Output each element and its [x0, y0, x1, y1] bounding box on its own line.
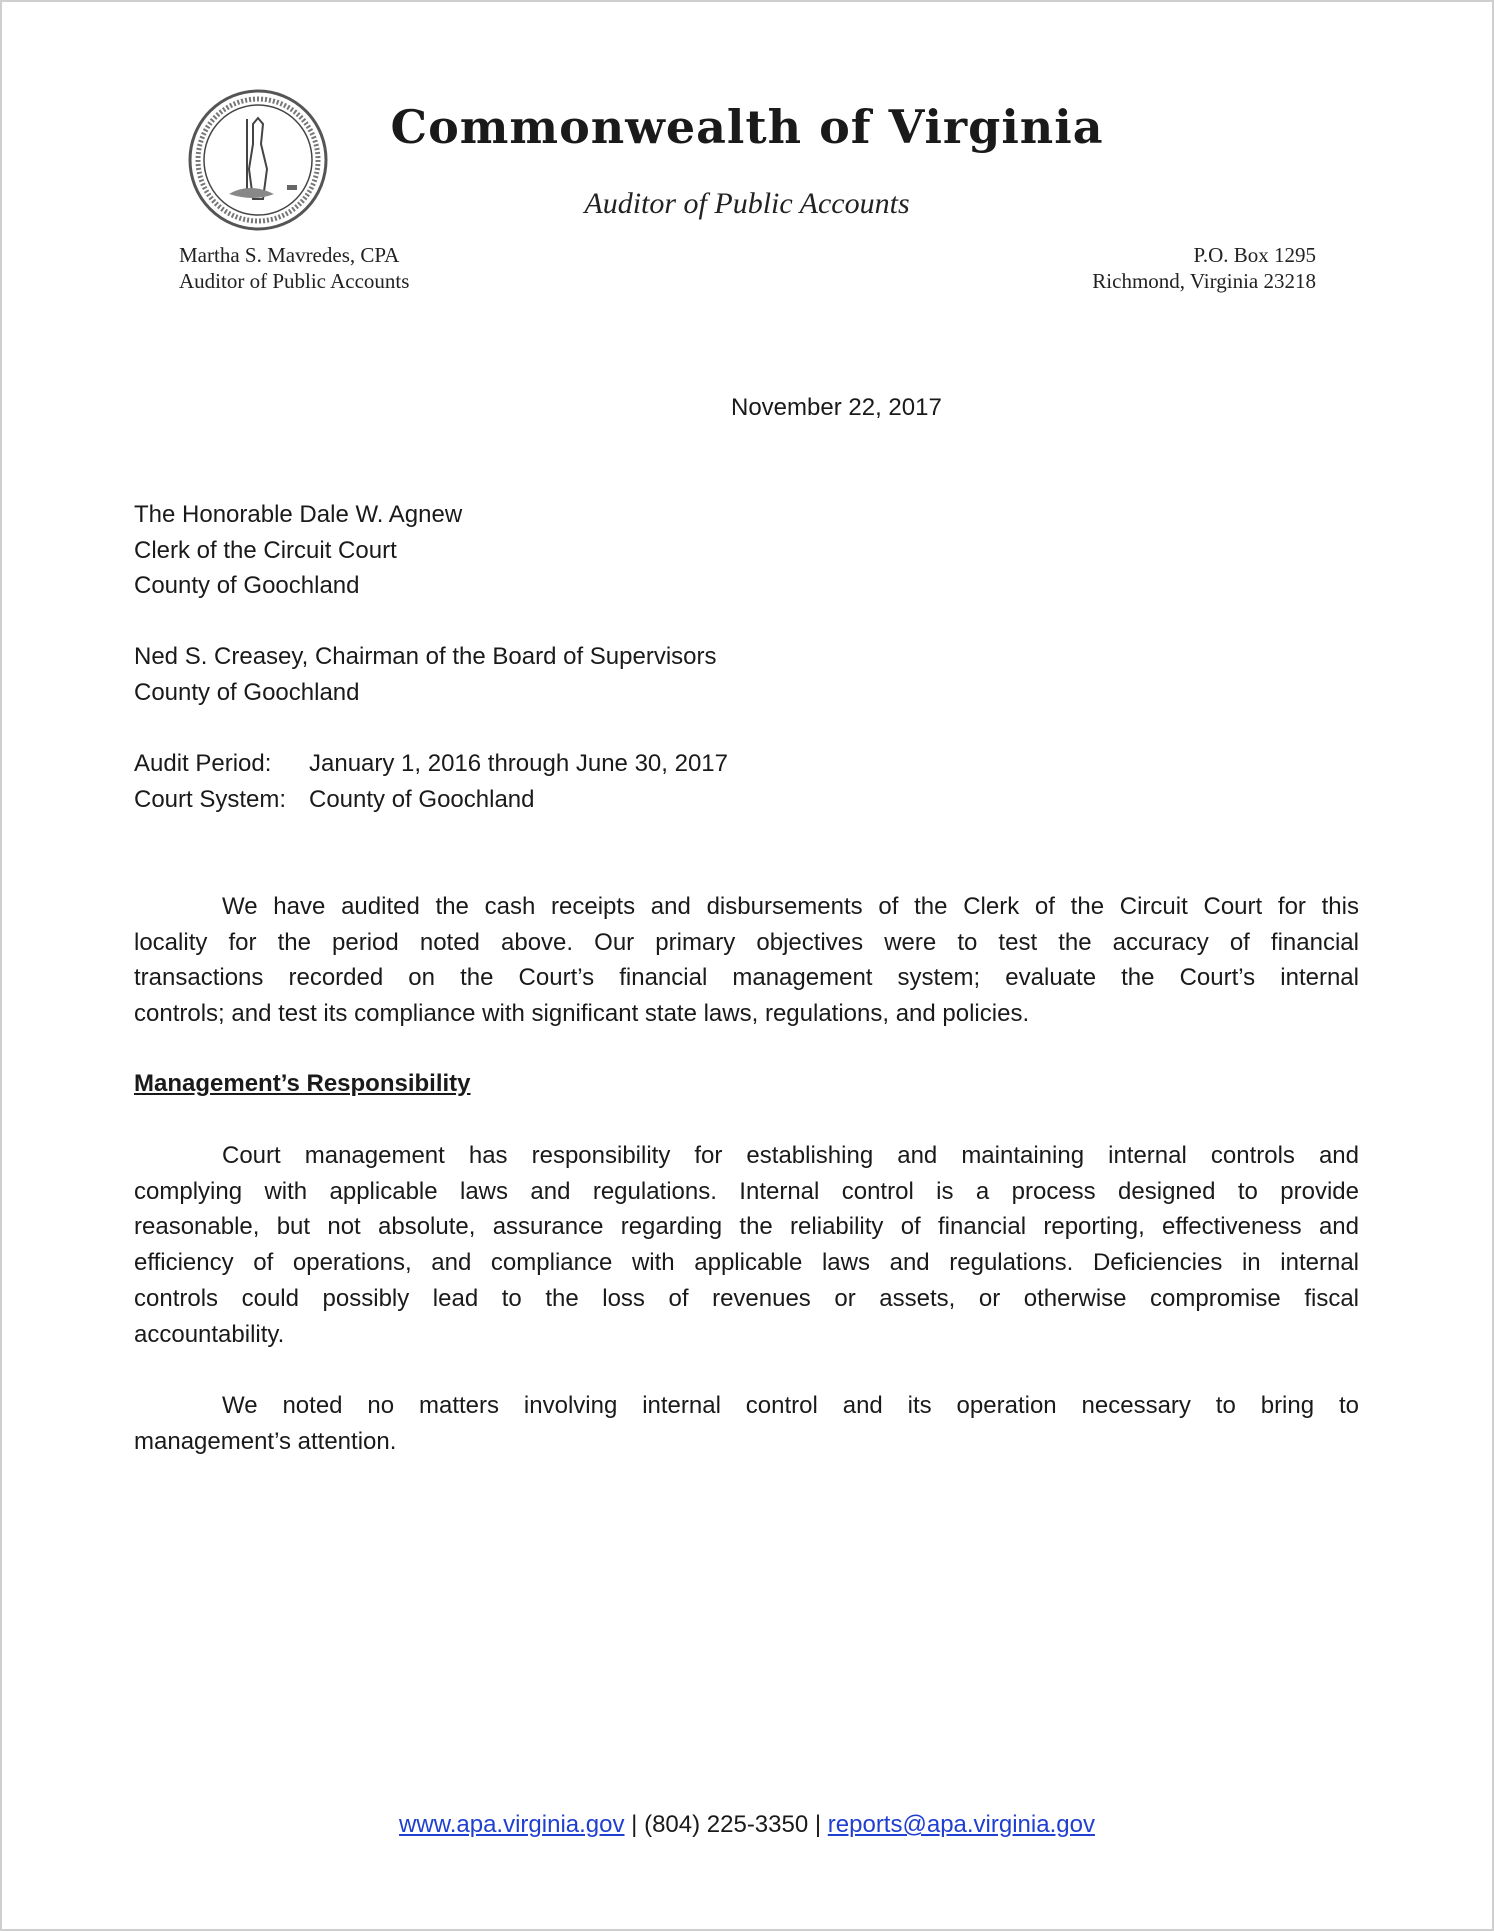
paragraph-line: reasonable, but not absolute, assurance regarding the reliability of financial reporting, effectiveness and: [134, 1213, 1359, 1241]
paragraph-conclusion: [134, 1388, 1359, 1459]
letterhead-title: Commonwealth of Virginia: [390, 100, 1104, 154]
po-box: P.O. Box 1295: [1193, 243, 1316, 267]
paragraph-line: complying with applicable laws and regulations. Internal control is a process designed to provide: [134, 1177, 1359, 1205]
section-heading: Management’s Responsibility: [134, 1070, 471, 1097]
addressee-line: County of Goochland: [134, 678, 360, 706]
paragraph-line: locality for the period noted above. Our primary objectives were to test the accuracy of financial: [134, 928, 1359, 956]
paragraph-line: We have audited the cash receipts and disbursements of the Clerk of the Circuit Court for this: [222, 893, 1359, 920]
phone-number: (804) 225-3350: [644, 1811, 809, 1838]
paragraph-line: controls could possibly lead to the loss of revenues or assets, or otherwise compromise fiscal: [134, 1284, 1359, 1312]
auditor-title: Auditor of Public Accounts: [179, 269, 410, 293]
addressee-line: County of Goochland: [134, 572, 360, 600]
paragraph-line: controls; and test its compliance with significant state laws, regulations, and policies.: [134, 1000, 1030, 1028]
audit-info: [134, 746, 728, 817]
paragraph-line: Court management has responsibility for establishing and maintaining internal controls and: [222, 1142, 1359, 1169]
paragraph-responsibility: [134, 1138, 1359, 1352]
auditor-name-block: [179, 242, 409, 294]
mailing-address: [1092, 242, 1316, 294]
paragraph-line: management’s attention.: [134, 1427, 397, 1455]
letterhead-subtitle: Auditor of Public Accounts: [584, 187, 910, 220]
court-system-value: County of Goochland: [309, 785, 535, 813]
addressee-chairman: [134, 639, 717, 710]
addressee-clerk: [134, 497, 462, 604]
audit-period-value: January 1, 2016 through June 30, 2017: [309, 750, 728, 777]
website-link[interactable]: www.apa.virginia.gov: [399, 1811, 625, 1838]
city-state-zip: Richmond, Virginia 23218: [1092, 269, 1316, 293]
paragraph-line: We noted no matters involving internal control and its operation necessary to bring to: [222, 1392, 1359, 1419]
separator: |: [624, 1811, 645, 1838]
addressee-line: Clerk of the Circuit Court: [134, 536, 397, 564]
addressee-line: Ned S. Creasey, Chairman of the Board of Supervisors: [134, 643, 717, 670]
letter-date: November 22, 2017: [731, 394, 942, 421]
paragraph-line: accountability.: [134, 1320, 285, 1348]
addressee-line: The Honorable Dale W. Agnew: [134, 501, 463, 528]
paragraph-line: efficiency of operations, and compliance with applicable laws and regulations. Deficiencies in internal: [134, 1249, 1359, 1277]
footer-contact: [0, 1807, 1494, 1843]
court-system-label: Court System:: [134, 785, 287, 813]
auditor-name: Martha S. Mavredes, CPA: [179, 243, 400, 267]
audit-period-label: Audit Period:: [134, 750, 272, 777]
paragraph-objectives: [134, 889, 1359, 1032]
paragraph-line: transactions recorded on the Court’s financial management system; evaluate the Court’s internal: [134, 964, 1359, 992]
email-link[interactable]: reports@apa.virginia.gov: [827, 1811, 1095, 1838]
separator: |: [808, 1811, 828, 1838]
